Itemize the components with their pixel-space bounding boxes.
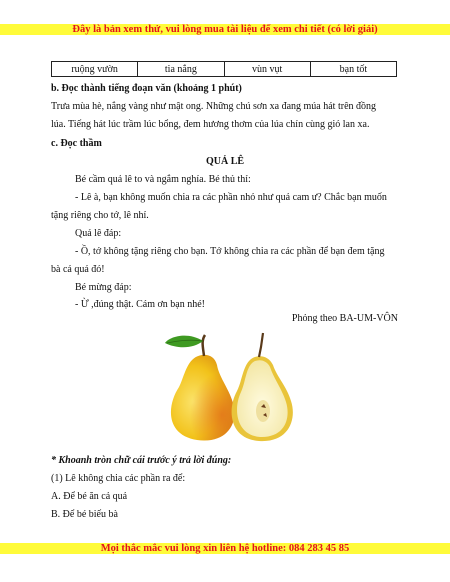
preview-notice-text: Đây là bản xem thử, vui lòng mua tài liệu để xem chi tiết (có lời giải) — [72, 24, 378, 35]
word-cell: tia nắng — [138, 62, 224, 77]
story-line: bà cả quả đó! — [51, 264, 105, 275]
word-cell: vùn vụt — [224, 62, 310, 77]
story-line: Bé cầm quả lê to và ngắm nghía. Bé thủ thỉ: — [75, 174, 251, 185]
story-title: QUẢ LÊ — [205, 156, 245, 167]
pear-illustration — [147, 327, 305, 445]
story-line: - Ồ, tớ không tặng riêng cho bạn. Tớ không chia ra các phần để bạn đem tặng — [75, 246, 385, 257]
word-cell: bạn tốt — [310, 62, 396, 77]
paragraph-line: Trưa mùa hè, nắng vàng như mật ong. Những chú sơn xa đang múa hát trên đồng — [51, 101, 377, 112]
quiz-option-a: A. Để bé ăn cả quả — [51, 491, 128, 502]
section-c-heading: c. Đọc thầm — [51, 138, 102, 149]
story-line: Quả lê đáp: — [75, 228, 122, 239]
quiz-option-b: B. Để bé biếu bà — [51, 509, 118, 520]
story-source: Phỏng theo BA-UM-VÔN — [291, 313, 398, 324]
story-line: tặng riêng cho tớ, lê nhỉ. — [51, 210, 149, 221]
quiz-instruction: * Khoanh tròn chữ cái trước ý trả lời đúng: — [51, 455, 232, 466]
word-table — [51, 61, 397, 77]
preview-notice-banner — [0, 24, 450, 35]
quiz-question: (1) Lê không chia các phần ra để: — [51, 473, 186, 484]
section-b-heading: b. Đọc thành tiếng đoạn văn (khoảng 1 phút) — [51, 83, 242, 94]
word-table-row — [52, 62, 397, 77]
story-line: - Lê à, bạn không muốn chia ra các phần nhỏ như quả cam ư? Chắc bạn muốn — [75, 192, 387, 203]
story-line: Bé mừng đáp: — [75, 282, 132, 293]
paragraph-line: lúa. Tiếng hát lúc trầm lúc bổng, đem hương thơm của lúa chín cùng gió lan xa. — [51, 119, 370, 130]
word-cell: ruộng vườn — [52, 62, 138, 77]
hotline-banner — [0, 543, 450, 554]
hotline-text: Mọi thắc mắc vui lòng xin liên hệ hotline: 084 283 45 85 — [100, 543, 350, 554]
story-line: - Ừ ,đúng thật. Cám ơn bạn nhé! — [75, 299, 205, 310]
